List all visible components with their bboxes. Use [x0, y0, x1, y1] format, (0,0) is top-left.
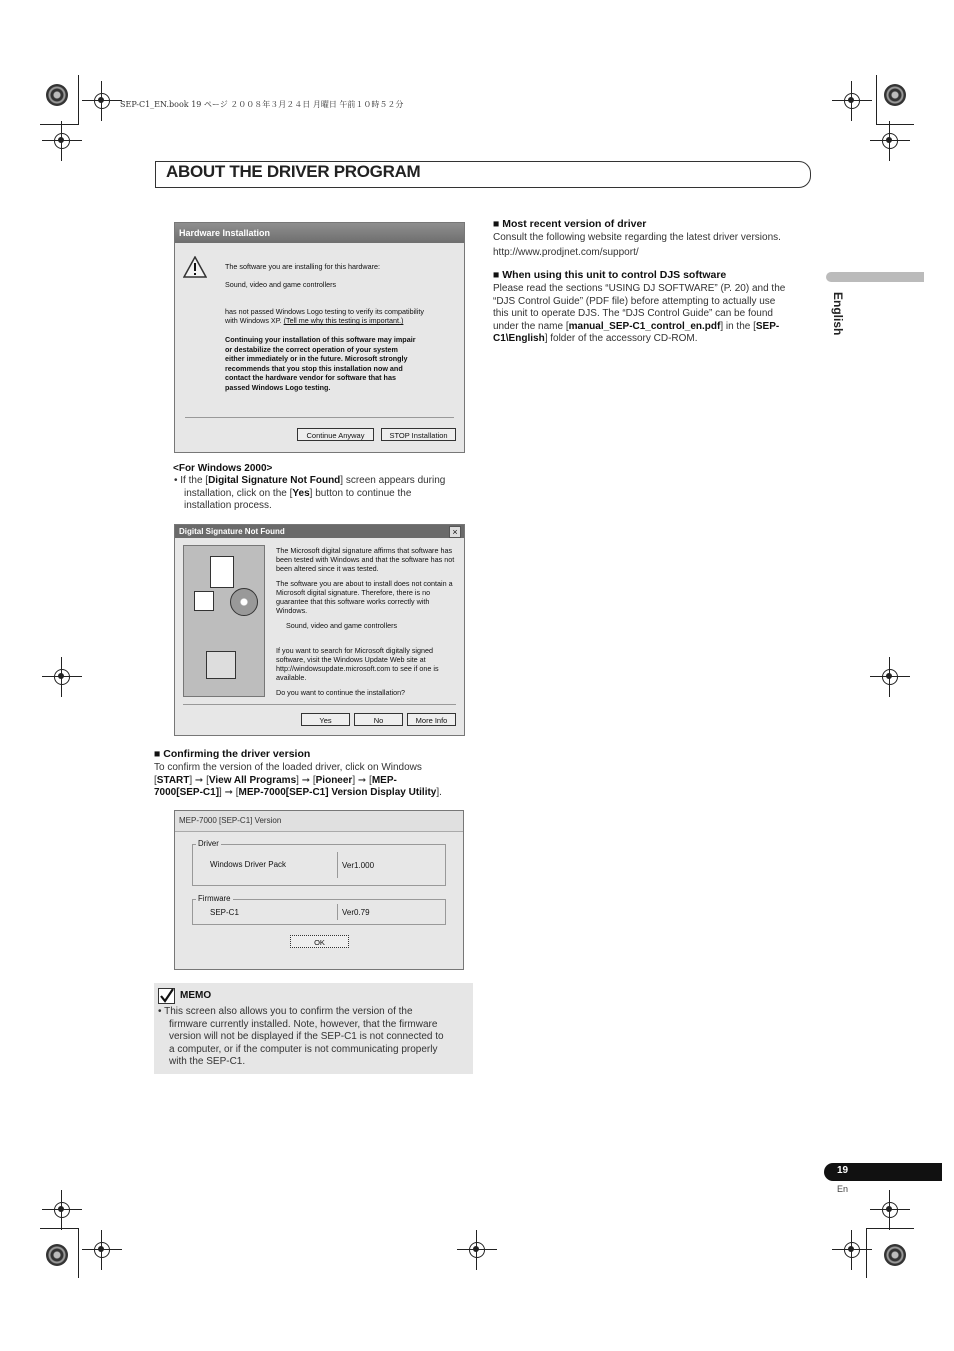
text-part: ] ➞ [	[219, 787, 239, 798]
text-part: installation, click on the [	[184, 487, 293, 499]
version-dialog	[174, 810, 464, 970]
dialog-text: Windows.	[276, 606, 308, 615]
crop-mark	[42, 121, 82, 161]
cd-icon	[230, 588, 258, 616]
page-title: ABOUT THE DRIVER PROGRAM	[166, 162, 421, 181]
stop-installation-button[interactable]: STOP Installation	[381, 428, 456, 441]
dialog-text: The Microsoft digital signature affirms that software has	[276, 546, 453, 555]
djs-heading: ■ When using this unit to control DJS software	[493, 269, 727, 281]
dialog-title: Digital Signature Not Found	[175, 525, 464, 538]
text-part: MEP-7000[SEP-C1] Version Display Utility	[238, 787, 437, 798]
trim-line	[40, 1228, 78, 1229]
registration-mark	[46, 84, 68, 106]
djs-text: this unit to operate DJS. The “DJS Control Guide” can be found	[493, 308, 773, 319]
text-part: manual_SEP-C1_control_en.pdf	[568, 320, 721, 332]
dialog-text: Microsoft digital signature. Therefore, there is no	[276, 588, 431, 597]
crop-mark	[870, 121, 910, 161]
windows-2000-text: installation process.	[184, 500, 272, 511]
text-part: under the name [	[493, 320, 569, 332]
confirm-text	[154, 775, 397, 788]
dialog-warning: recommends that you stop this installation now and	[225, 363, 403, 373]
text-part: MEP-	[371, 774, 397, 786]
close-icon[interactable]: ×	[449, 526, 461, 538]
continue-anyway-button[interactable]: Continue Anyway	[297, 428, 374, 441]
driver-name: Windows Driver Pack	[210, 860, 287, 869]
dialog-text	[225, 316, 403, 326]
text-part: START	[156, 774, 190, 786]
dialog-text: Do you want to continue the installation?	[276, 688, 406, 697]
confirm-text: To confirm the version of the loaded driver, click on Windows	[154, 762, 422, 773]
dialog-warning: Continuing your installation of this software may impair	[225, 335, 416, 344]
text-part: Pioneer	[315, 774, 353, 786]
group-label: Driver	[198, 839, 219, 848]
text-part: SEP-	[755, 320, 780, 332]
hardware-installation-dialog	[174, 222, 465, 453]
disk-icon	[194, 591, 214, 611]
trim-line	[866, 1228, 867, 1278]
dialog-text: been altered since it was tested.	[276, 564, 379, 573]
warning-icon	[183, 256, 207, 278]
digital-signature-dialog	[174, 524, 465, 736]
memo-text: version will not be displayed if the SEP-C1 is not connected to	[169, 1031, 444, 1042]
memo-text: a computer, or if the computer is not communicating properly	[169, 1043, 438, 1055]
memo-text: firmware currently installed. Note, however, that the firmware	[169, 1018, 438, 1030]
column-divider	[337, 852, 338, 878]
firmware-version: Ver0.79	[342, 908, 370, 917]
crop-mark	[42, 1190, 82, 1230]
certificate-illustration	[183, 545, 265, 697]
language-label: English	[831, 292, 845, 336]
dialog-text: software, visit the Windows Update Web site at	[276, 655, 426, 664]
why-testing-link[interactable]: (Tell me why this testing is important.)	[283, 316, 404, 325]
crop-mark	[82, 81, 122, 121]
memo-text: • This screen also allows you to confirm the version of the	[158, 1006, 413, 1017]
ok-button[interactable]: OK	[290, 935, 349, 948]
confirm-heading: ■ Confirming the driver version	[154, 748, 311, 760]
confirm-text	[154, 787, 442, 800]
dialog-text-part: with Windows XP.	[225, 316, 284, 325]
djs-text	[493, 321, 779, 334]
memo-label: MEMO	[180, 990, 212, 1001]
trim-line	[40, 124, 78, 125]
dialog-text: The software you are about to install does not contain a	[276, 579, 453, 588]
page-number: 19	[837, 1165, 849, 1176]
dialog-text: been tested with Windows and that the software has not	[276, 555, 455, 564]
djs-text: Please read the sections “USING DJ SOFTWARE” (P. 20) and the	[493, 283, 786, 294]
trim-line	[866, 1228, 914, 1229]
registration-mark	[46, 1244, 68, 1266]
trim-line	[78, 1228, 79, 1278]
trim-line	[876, 124, 914, 125]
text-part: Digital Signature Not Found	[208, 475, 341, 486]
crop-mark	[832, 81, 872, 121]
checkmark-icon	[158, 988, 175, 1004]
text-part: 7000[SEP-C1]	[154, 787, 220, 798]
column-divider	[337, 904, 338, 920]
text-part: ] button to continue the	[309, 487, 412, 499]
crop-mark	[42, 657, 82, 697]
language-tab	[826, 272, 924, 282]
dialog-title: MEP-7000 [SEP-C1] Version	[175, 811, 463, 832]
support-link[interactable]: http://www.prodjnet.com/support/	[493, 247, 639, 258]
text-part: • If the [	[174, 475, 209, 486]
windows-2000-heading: <For Windows 2000>	[173, 463, 273, 474]
trim-line	[78, 75, 79, 125]
document-icon	[210, 556, 234, 588]
text-part: ] ➞ [	[352, 774, 372, 786]
computer-icon	[206, 651, 236, 679]
text-part: C1\English	[493, 333, 545, 344]
dialog-warning: either immediately or in the future. Microsoft strongly	[225, 354, 408, 363]
windows-2000-text	[184, 488, 411, 501]
text-part: ].	[436, 787, 442, 798]
text-part: [	[154, 774, 157, 786]
registration-mark	[884, 84, 906, 106]
driver-version: Ver1.000	[342, 861, 375, 870]
text-part: View All Programs	[208, 774, 297, 786]
text-part: ] folder of the accessory CD-ROM.	[544, 333, 698, 344]
dialog-separator	[183, 704, 456, 705]
dialog-text: has not passed Windows Logo testing to verify its compatibility	[225, 307, 424, 316]
page-language: En	[837, 1184, 849, 1194]
dialog-text: guarantee that this software works correctly with	[276, 597, 430, 606]
crop-mark	[82, 1230, 122, 1270]
yes-button[interactable]: Yes	[301, 713, 350, 726]
trim-line	[876, 75, 877, 125]
group-label: Firmware	[198, 894, 231, 903]
djs-text	[493, 333, 698, 346]
memo-text: with the SEP-C1.	[169, 1056, 246, 1067]
dialog-text: Sound, video and game controllers	[286, 621, 398, 630]
firmware-name: SEP-C1	[210, 908, 239, 917]
dialog-warning: or destabilize the correct operation of your system	[225, 344, 398, 354]
dialog-text: If you want to search for Microsoft digitally signed	[276, 646, 433, 655]
registration-mark	[884, 1244, 906, 1266]
windows-2000-text	[174, 475, 445, 488]
latest-driver-heading: ■ Most recent version of driver	[493, 218, 647, 230]
crop-mark	[870, 657, 910, 697]
crop-mark	[457, 1230, 497, 1270]
no-button[interactable]: No	[354, 713, 403, 726]
dialog-warning: passed Windows Logo testing.	[225, 382, 331, 392]
text-part: ] screen appears during	[340, 475, 446, 486]
text-part: Yes	[292, 487, 310, 499]
dialog-text: available.	[276, 673, 307, 682]
more-info-button[interactable]: More Info	[407, 713, 456, 726]
djs-text: “DJS Control Guide” (PDF file) before attempting to actually use	[493, 295, 776, 307]
dialog-text: The software you are installing for this hardware:	[225, 262, 381, 271]
latest-driver-text: Consult the following website regarding the latest driver versions.	[493, 232, 781, 243]
text-part: ] ➞ [	[296, 774, 316, 786]
dialog-warning: contact the hardware vendor for software that has	[225, 373, 396, 382]
dialog-text: Sound, video and game controllers	[225, 280, 337, 289]
dialog-title: Hardware Installation	[175, 223, 464, 243]
print-info-line: SEP-C1_EN.book 19 ページ ２００８年３月２４日 月曜日 午前１０時５２分	[120, 100, 404, 109]
dialog-text: http://windowsupdate.microsoft.com to see if one is	[276, 664, 439, 673]
dialog-separator	[185, 417, 454, 418]
text-part: ] ➞ [	[189, 774, 209, 786]
text-part: ] in the [	[720, 320, 756, 332]
crop-mark	[870, 1190, 910, 1230]
